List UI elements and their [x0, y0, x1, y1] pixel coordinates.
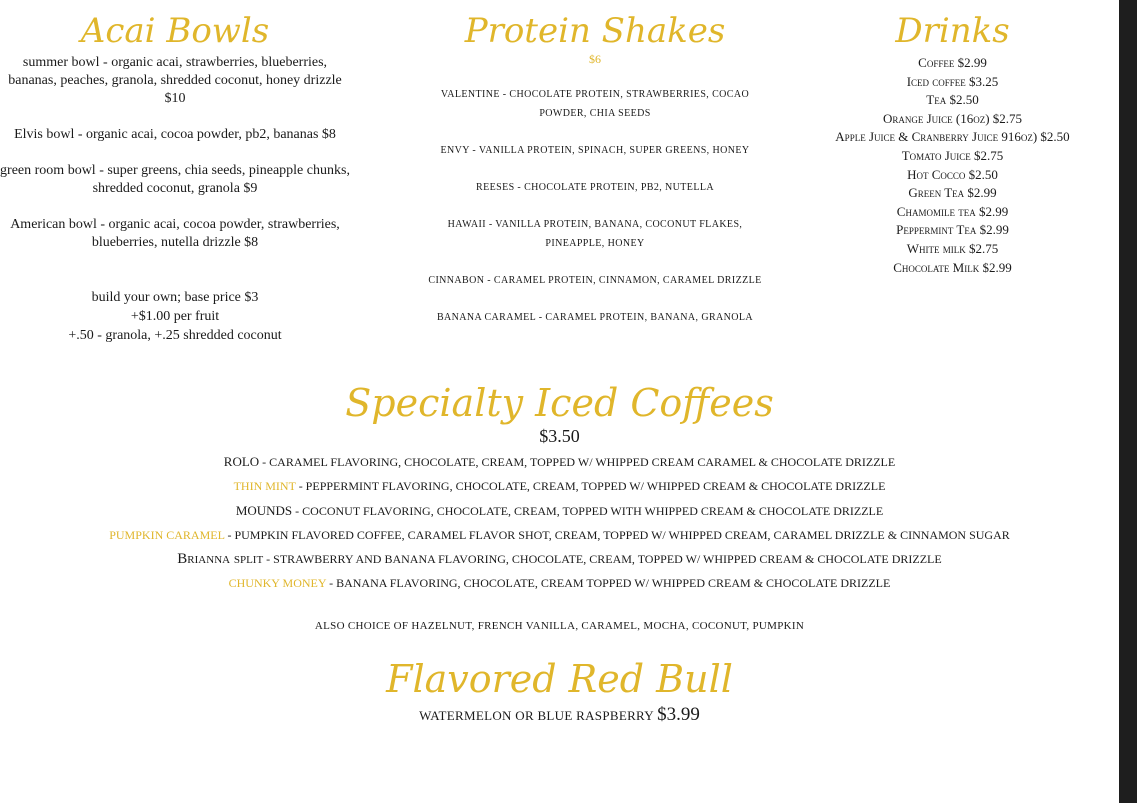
red-bull-flavors: WATERMELON OR BLUE RASPBERRY — [419, 708, 658, 723]
drinks-title: Drinks — [895, 11, 1010, 51]
acai-item-summer: summer bowl - organic acai, strawberries, blueberries, bananas, peaches, granola, shredded coconut, honey drizzle $10 — [8, 55, 342, 106]
screen-edge-bar — [1119, 0, 1137, 803]
red-bull-price: $3.99 — [657, 704, 700, 725]
specialty-iced-coffees-section — [0, 381, 1119, 632]
drink-item-tea: Tea $2.50 — [926, 92, 979, 108]
protein-shakes-section — [420, 11, 770, 345]
drink-item-green-tea: Green Tea $2.99 — [908, 185, 997, 201]
coffee-name: CHUNKY MONEY — [228, 576, 327, 591]
build-toppings-price: +.50 - granola, +.25 shredded coconut — [68, 328, 282, 343]
coffee-item-rolo — [0, 450, 1119, 474]
drink-item-peppermint-tea: Peppermint Tea $2.99 — [896, 222, 1009, 238]
drink-item-coffee: Coffee $2.99 — [918, 55, 987, 70]
specialty-iced-coffees-price: $3.50 — [539, 426, 580, 446]
coffee-item-chunky-money — [0, 571, 1119, 595]
drink-item-white-milk: White milk $2.75 — [906, 240, 999, 256]
drink-item-tomato-juice: Tomato Juice $2.75 — [901, 147, 1004, 163]
coffee-desc: - CARAMEL FLAVORING, CHOCOLATE, CREAM, TOPPED W/ WHIPPED CREAM CARAMEL & CHOCOLATE DRIZZLE — [259, 455, 896, 469]
build-your-own — [0, 288, 350, 345]
flavor-choices-note: ALSO CHOICE OF HAZELNUT, FRENCH VANILLA, CARAMEL, MOCHA, COCONUT, PUMPKIN — [314, 619, 805, 632]
red-bull-offer — [0, 704, 1119, 726]
coffee-desc: - COCONUT FLAVORING, CHOCOLATE, CREAM, TOPPED WITH WHIPPED CREAM & CHOCOLATE DRIZZLE — [292, 503, 884, 518]
coffee-desc: - STRAWBERRY AND BANANA FLAVORING, CHOCOLATE, CREAM, TOPPED W/ WHIPPED CREAM & CHOCOLATE DRIZZLE — [263, 552, 942, 567]
acai-item-american: American bowl - organic acai, cocoa powder, strawberries, blueberries, nutella drizzle $8 — [10, 217, 340, 250]
coffee-item-thin-mint — [0, 474, 1119, 498]
coffee-name: MOUNDS — [235, 502, 293, 518]
coffee-item-pumpkin-caramel — [0, 523, 1119, 547]
flavored-red-bull-title: Flavored Red Bull — [386, 657, 733, 701]
drink-item-orange-juice: Orange Juice (16oz) $2.75 — [882, 110, 1023, 126]
coffee-item-mounds — [0, 499, 1119, 523]
drink-item-apple-cranberry-juice: Apple Juice & Cranberry Juice 916oz) $2.50 — [835, 129, 1070, 145]
coffee-name: PUMPKIN CARAMEL — [109, 527, 225, 542]
protein-shakes-title: Protein Shakes — [464, 11, 726, 51]
build-base-price: build your own; base price $3 — [91, 290, 259, 305]
coffee-name: Brianna split — [177, 551, 264, 568]
shake-item-banana-caramel: BANANA CARAMEL - CARAMEL PROTEIN, BANANA, GRANOLA — [436, 312, 754, 323]
acai-bowls-title: Acai Bowls — [80, 11, 270, 51]
coffee-desc: - PUMPKIN FLAVORED COFFEE, CARAMEL FLAVOR SHOT, CREAM, TOPPED W/ WHIPPED CREAM, CARAMEL DRIZZLE & CINNAMON SUGAR — [224, 527, 1010, 542]
shake-item-reeses: REESES - CHOCOLATE PROTEIN, PB2, NUTELLA — [476, 182, 714, 193]
drinks-section — [795, 11, 1110, 277]
specialty-iced-coffees-title: Specialty Iced Coffees — [345, 381, 774, 425]
protein-shakes-price: $6 — [589, 52, 601, 66]
drink-item-hot-cocoa: Hot Cocco $2.50 — [907, 166, 998, 182]
coffee-desc: - PEPPERMINT FLAVORING, CHOCOLATE, CREAM, TOPPED W/ WHIPPED CREAM & CHOCOLATE DRIZZLE — [295, 479, 886, 494]
coffee-name: ROLO — [223, 454, 260, 469]
shake-item-hawaii: HAWAII - VANILLA PROTEIN, BANANA, COCONUT FLAKES, PINEAPPLE, HONEY — [447, 219, 743, 249]
build-fruit-price: +$1.00 per fruit — [130, 309, 220, 324]
shake-item-valentine: VALENTINE - CHOCOLATE PROTEIN, STRAWBERRIES, COCAO POWDER, CHIA SEEDS — [440, 89, 750, 119]
shake-item-envy: ENVY - VANILLA PROTEIN, SPINACH, SUPER GREENS, HONEY — [440, 145, 750, 156]
flavored-red-bull-section — [0, 657, 1119, 726]
coffee-desc: - BANANA FLAVORING, CHOCOLATE, CREAM TOPPED W/ WHIPPED CREAM & CHOCOLATE DRIZZLE — [326, 576, 891, 591]
acai-item-green-room: green room bowl - super greens, chia seeds, pineapple chunks, shredded coconut, granola $9 — [0, 163, 350, 196]
drink-item-chamomile-tea: Chamomile tea $2.99 — [896, 203, 1009, 219]
acai-item-elvis: Elvis bowl - organic acai, cocoa powder, pb2, bananas $8 — [14, 127, 336, 142]
acai-bowls-section — [0, 11, 350, 345]
drink-item-iced-coffee: Iced coffee $3.25 — [906, 73, 999, 89]
coffee-item-brianna-split — [0, 547, 1119, 571]
drink-item-chocolate-milk: Chocolate Milk $2.99 — [893, 259, 1012, 275]
acai-bowls-list — [0, 54, 350, 252]
coffee-name: THIN MINT — [233, 479, 296, 494]
shake-item-cinnabon: CINNABON - CARAMEL PROTEIN, CINNAMON, CARAMEL DRIZZLE — [428, 275, 762, 286]
